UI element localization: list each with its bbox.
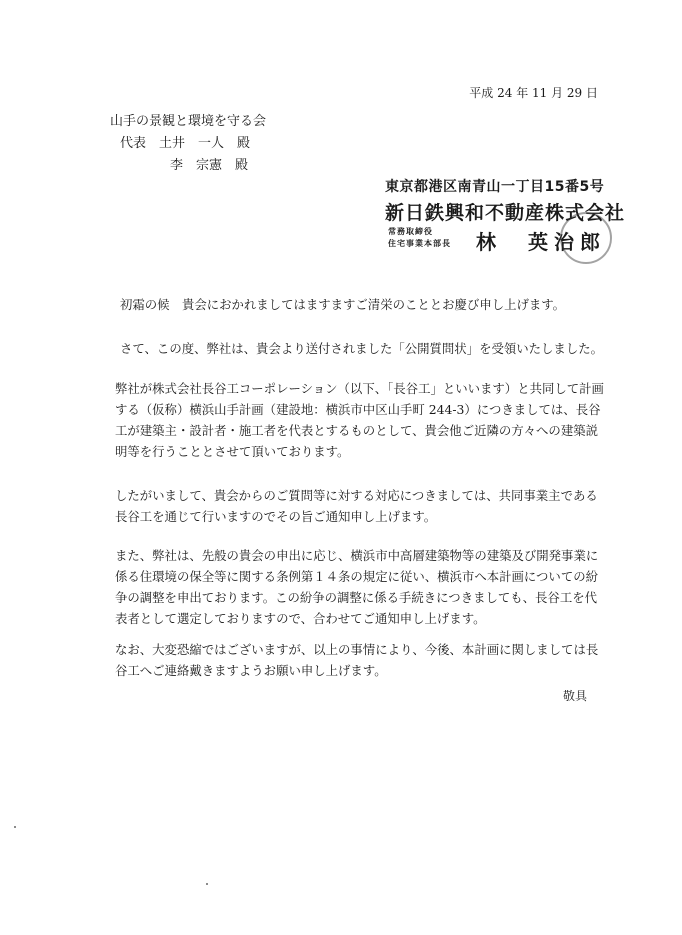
sender-company: 新日鉄興和不動産株式会社 — [385, 202, 626, 224]
addressee-org: 山手の景観と環境を守る会 — [110, 114, 267, 129]
company-seal — [560, 212, 612, 264]
paragraph-joint-plan: 弊社が株式会社長谷工コーポレーション（以下、「長谷工」といいます）と共同して計画する（仮称）横浜山手計画（建設地：横浜市中区山手町 244-3）につきましては、長谷工が建築主・設計者・施工者を代表とするものとして、貴会他ご近隣の方々への建築説明等を行うこととさせて頂いております。 — [115, 381, 604, 459]
closing-word: 敬具 — [563, 689, 588, 703]
scan-speck — [206, 883, 208, 885]
paragraph-greeting: 初霜の候 貴会におかれましてはますますご清栄のこととお慶び申し上げます。 — [120, 297, 566, 312]
paragraph-contact-request: なお、大変恐縮ではございますが、以上の事情により、今後、本計画に関しましては長谷工へご連絡戴きますようお願い申し上げます。 — [115, 642, 599, 678]
letter-date: 平成 24 年 11 月 29 日 — [469, 86, 598, 100]
scan-speck — [14, 826, 16, 828]
paragraph-receipt: さて、この度、弊社は、貴会より送付されました「公開質問状」を受領いたしました。 — [120, 341, 603, 356]
paragraph-dispute-mediation: また、弊社は、先般の貴会の申出に応じ、横浜市中高層建築物等の建築及び開発事業に係る住環境の保全等に関する条例第１４条の規定に従い、横浜市へ本計画についての紛争の調整を申出ております。この紛争の調整に係る手続きにつきましても、長谷工を代表者として選定しておりますので、合わせてご通知申し上げます。 — [115, 548, 599, 626]
sender-title-1: 常務取締役 — [388, 227, 433, 236]
addressee-representative-2: 李 宗憲 殿 — [170, 158, 249, 173]
sender-name: 林 英治郎 — [476, 230, 606, 254]
sender-title-2: 住宅事業本部長 — [388, 239, 451, 248]
addressee-representative-1: 代表 土井 一人 殿 — [120, 136, 251, 151]
sender-address: 東京都港区南青山一丁目15番5号 — [385, 179, 605, 195]
paragraph-inquiries: したがいまして、貴会からのご質問等に対する対応につきましては、共同事業主である長谷工を通じて行いますのでその旨ご通知申し上げます。 — [115, 488, 598, 524]
